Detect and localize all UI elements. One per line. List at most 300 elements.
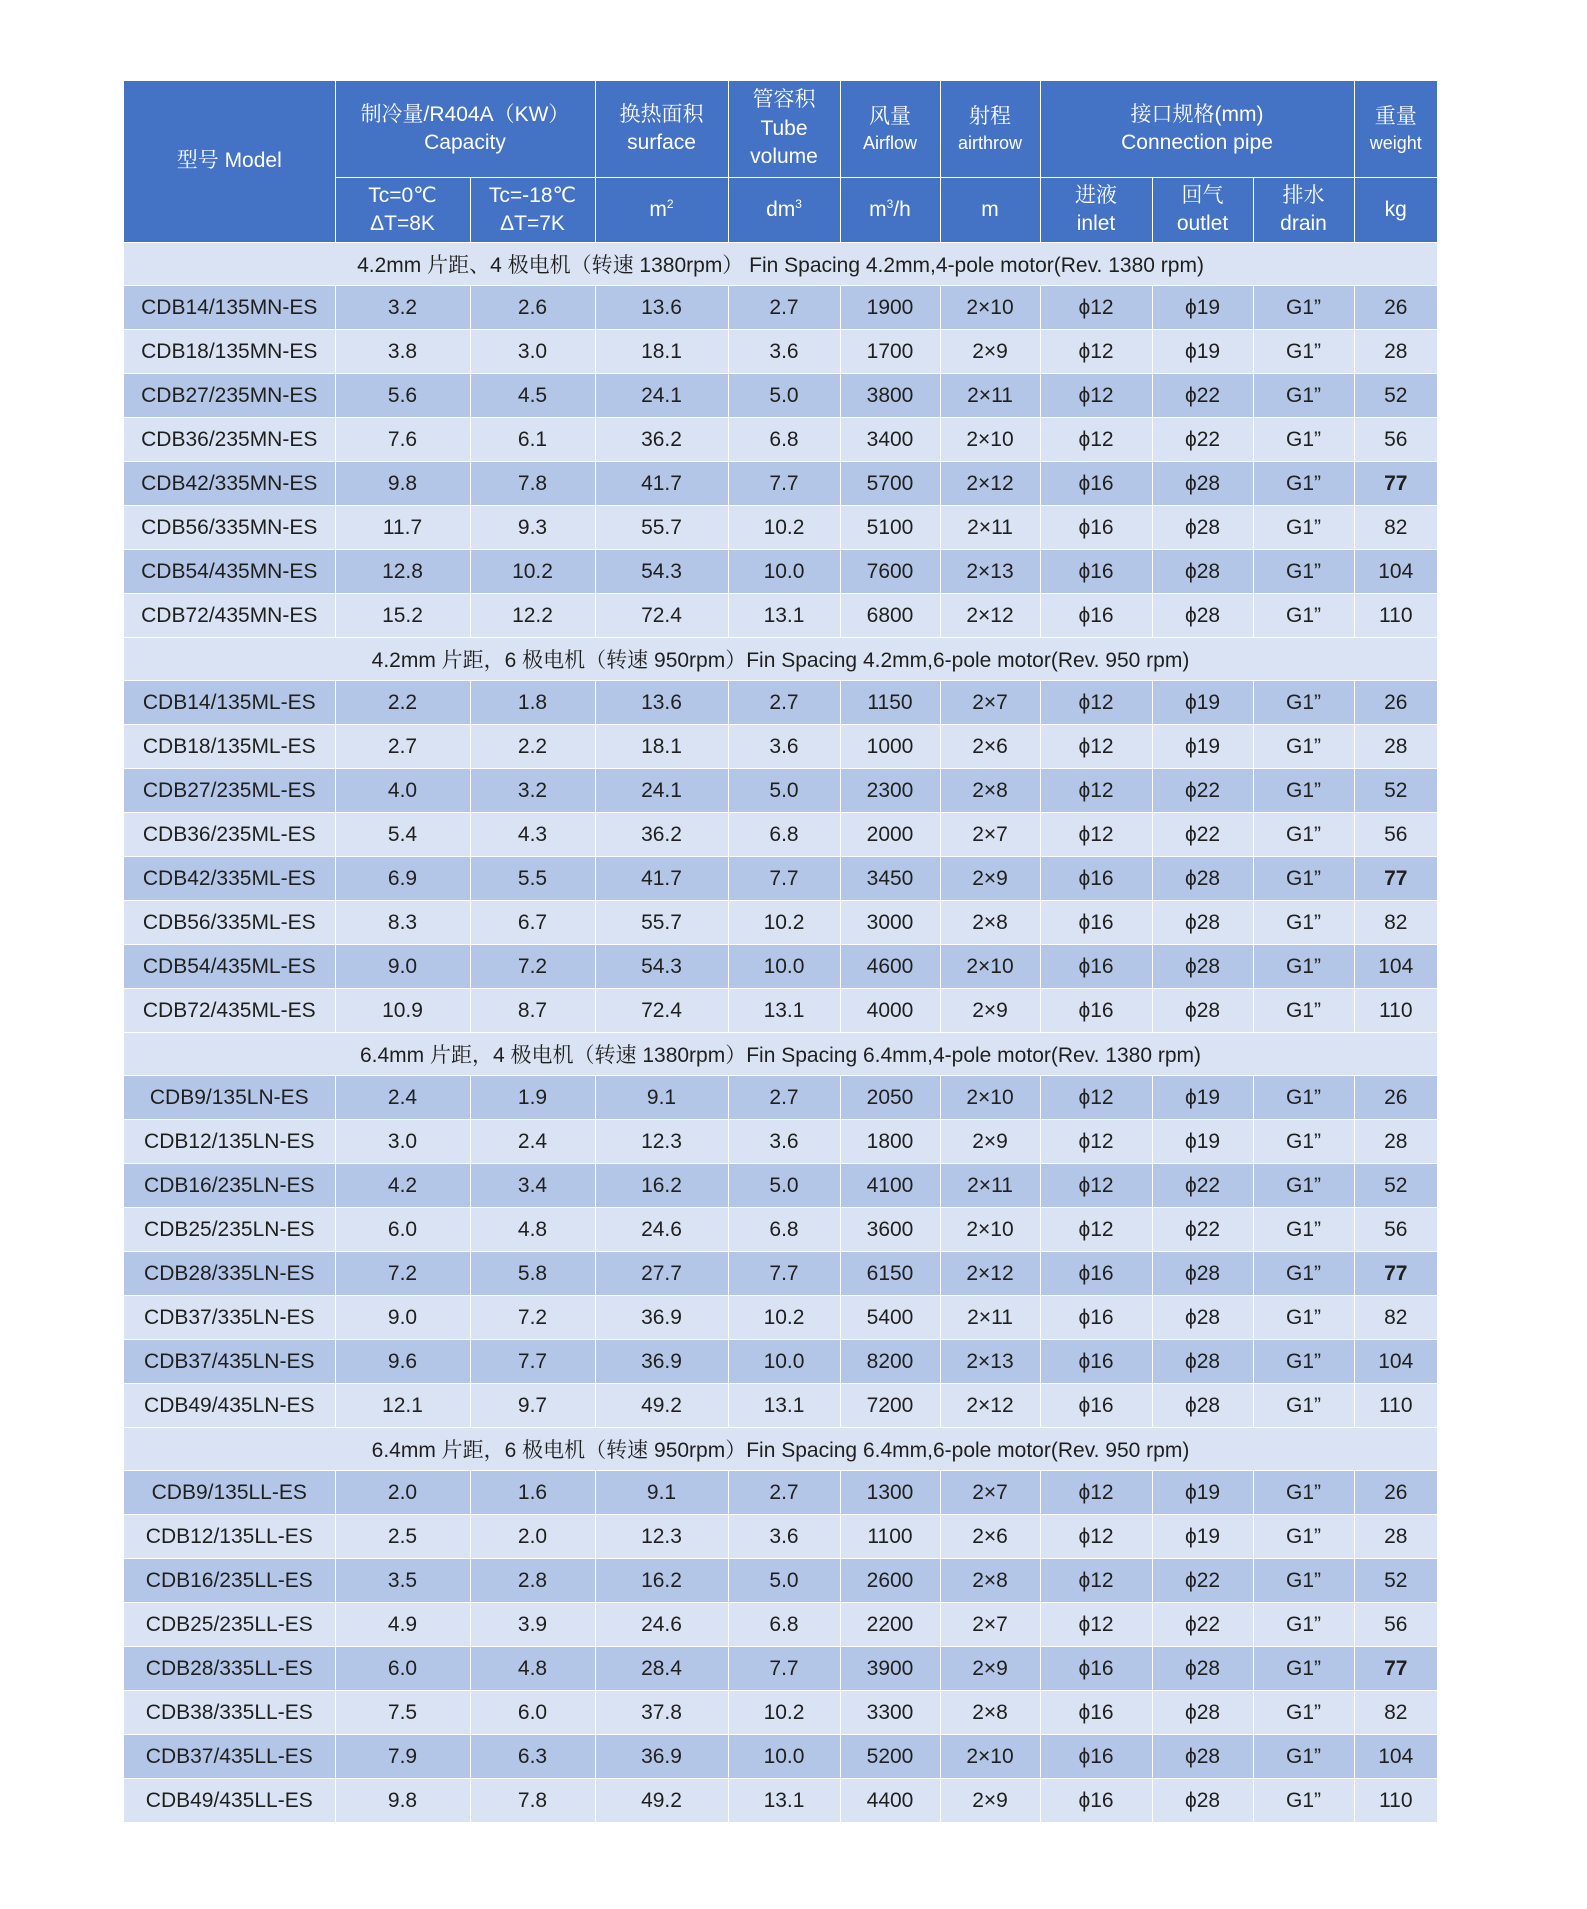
- cell-inlet: ϕ16: [1040, 594, 1152, 638]
- cell-capacity-tc18: 6.1: [470, 418, 595, 462]
- cell-model: CDB18/135MN-ES: [124, 330, 335, 374]
- cell-weight: 110: [1354, 594, 1437, 638]
- cell-outlet: ϕ28: [1152, 1779, 1253, 1823]
- cell-airflow: 2300: [840, 769, 940, 813]
- cell-capacity-tc0: 12.1: [335, 1384, 470, 1428]
- cell-outlet: ϕ28: [1152, 1384, 1253, 1428]
- cell-inlet: ϕ12: [1040, 330, 1152, 374]
- cell-tube-volume: 10.0: [728, 1340, 840, 1384]
- cell-capacity-tc0: 11.7: [335, 506, 470, 550]
- cell-model: CDB54/435MN-ES: [124, 550, 335, 594]
- cell-airflow: 1000: [840, 725, 940, 769]
- cell-inlet: ϕ12: [1040, 681, 1152, 725]
- table-row: [124, 462, 1437, 506]
- cell-capacity-tc0: 9.8: [335, 462, 470, 506]
- cell-drain: G1”: [1253, 594, 1354, 638]
- header-surface-en: surface: [627, 131, 696, 154]
- header-drain-cn: 排水: [1282, 183, 1325, 207]
- cell-tube-volume: 7.7: [728, 1252, 840, 1296]
- cell-capacity-tc0: 4.0: [335, 769, 470, 813]
- cell-capacity-tc18: 4.3: [470, 813, 595, 857]
- header-tc-0: [335, 178, 470, 243]
- cell-tube-volume: 6.8: [728, 1603, 840, 1647]
- header-weight-cn: 重量: [1374, 104, 1417, 128]
- cell-weight: 82: [1354, 506, 1437, 550]
- unit-surface-sup: 2: [666, 196, 674, 211]
- cell-capacity-tc18: 10.2: [470, 550, 595, 594]
- cell-inlet: ϕ12: [1040, 1515, 1152, 1559]
- cell-weight: 110: [1354, 989, 1437, 1033]
- cell-airflow: 3300: [840, 1691, 940, 1735]
- cell-capacity-tc0: 2.5: [335, 1515, 470, 1559]
- cell-weight: 82: [1354, 901, 1437, 945]
- cell-tube-volume: 2.7: [728, 286, 840, 330]
- cell-airthrow: 2×7: [940, 813, 1040, 857]
- cell-capacity-tc18: 9.3: [470, 506, 595, 550]
- cell-tube-volume: 13.1: [728, 1779, 840, 1823]
- header-weight-en: weight: [1369, 133, 1422, 154]
- header-outlet-en: outlet: [1176, 212, 1229, 235]
- cell-airflow: 5400: [840, 1296, 940, 1340]
- cell-inlet: ϕ12: [1040, 374, 1152, 418]
- header-inlet-en: inlet: [1076, 212, 1116, 235]
- cell-surface: 24.1: [595, 374, 728, 418]
- cell-tube-volume: 5.0: [728, 374, 840, 418]
- header-tc18-line2: ΔT=7K: [500, 212, 565, 235]
- header-unit-weight: kg: [1354, 178, 1437, 243]
- cell-drain: G1”: [1253, 1735, 1354, 1779]
- cell-inlet: ϕ12: [1040, 725, 1152, 769]
- cell-capacity-tc0: 7.2: [335, 1252, 470, 1296]
- cell-drain: G1”: [1253, 1691, 1354, 1735]
- cell-drain: G1”: [1253, 1340, 1354, 1384]
- cell-outlet: ϕ28: [1152, 1252, 1253, 1296]
- table-row: [124, 1252, 1437, 1296]
- cell-inlet: ϕ12: [1040, 1471, 1152, 1515]
- table-row: [124, 1647, 1437, 1691]
- cell-inlet: ϕ12: [1040, 1076, 1152, 1120]
- cell-weight: 77: [1354, 857, 1437, 901]
- cell-surface: 24.6: [595, 1208, 728, 1252]
- cell-surface: 49.2: [595, 1779, 728, 1823]
- cell-airflow: 8200: [840, 1340, 940, 1384]
- cell-drain: G1”: [1253, 1076, 1354, 1120]
- cell-surface: 55.7: [595, 506, 728, 550]
- cell-inlet: ϕ16: [1040, 1647, 1152, 1691]
- cell-weight: 52: [1354, 374, 1437, 418]
- cell-capacity-tc18: 12.2: [470, 594, 595, 638]
- section-header-row: [124, 638, 1437, 681]
- cell-airflow: 5700: [840, 462, 940, 506]
- unit-airflow-per-hour: /h: [893, 197, 911, 221]
- cell-model: CDB28/335LL-ES: [124, 1647, 335, 1691]
- cell-inlet: ϕ12: [1040, 769, 1152, 813]
- cell-airthrow: 2×12: [940, 594, 1040, 638]
- cell-surface: 36.2: [595, 813, 728, 857]
- header-unit-tube: [728, 178, 840, 243]
- cell-airthrow: 2×9: [940, 1120, 1040, 1164]
- cell-capacity-tc18: 7.2: [470, 945, 595, 989]
- cell-model: CDB36/235MN-ES: [124, 418, 335, 462]
- cell-airthrow: 2×10: [940, 1208, 1040, 1252]
- cell-tube-volume: 13.1: [728, 989, 840, 1033]
- header-capacity: [335, 81, 595, 178]
- cell-tube-volume: 5.0: [728, 1164, 840, 1208]
- cell-inlet: ϕ12: [1040, 418, 1152, 462]
- cell-inlet: ϕ16: [1040, 550, 1152, 594]
- cell-capacity-tc0: 15.2: [335, 594, 470, 638]
- cell-weight: 28: [1354, 725, 1437, 769]
- cell-surface: 72.4: [595, 989, 728, 1033]
- cell-airthrow: 2×10: [940, 1735, 1040, 1779]
- cell-airthrow: 2×11: [940, 1164, 1040, 1208]
- cell-outlet: ϕ28: [1152, 901, 1253, 945]
- cell-tube-volume: 3.6: [728, 1120, 840, 1164]
- cell-capacity-tc18: 2.8: [470, 1559, 595, 1603]
- cell-capacity-tc0: 7.5: [335, 1691, 470, 1735]
- cell-tube-volume: 7.7: [728, 857, 840, 901]
- cell-tube-volume: 3.6: [728, 1515, 840, 1559]
- cell-inlet: ϕ12: [1040, 1559, 1152, 1603]
- cell-surface: 12.3: [595, 1515, 728, 1559]
- cell-airflow: 1700: [840, 330, 940, 374]
- header-surface: [595, 81, 728, 178]
- cell-surface: 36.2: [595, 418, 728, 462]
- cell-outlet: ϕ22: [1152, 1208, 1253, 1252]
- cell-model: CDB56/335ML-ES: [124, 901, 335, 945]
- cell-outlet: ϕ28: [1152, 1647, 1253, 1691]
- cell-airthrow: 2×8: [940, 1559, 1040, 1603]
- cell-surface: 13.6: [595, 681, 728, 725]
- header-airflow-cn: 风量: [869, 104, 911, 128]
- cell-tube-volume: 6.8: [728, 418, 840, 462]
- cell-outlet: ϕ19: [1152, 1515, 1253, 1559]
- cell-weight: 77: [1354, 1647, 1437, 1691]
- cell-drain: G1”: [1253, 1164, 1354, 1208]
- header-tc0-line1: Tc=0℃: [368, 183, 437, 207]
- cell-airthrow: 2×7: [940, 1471, 1040, 1515]
- cell-surface: 13.6: [595, 286, 728, 330]
- cell-airthrow: 2×8: [940, 769, 1040, 813]
- cell-capacity-tc18: 7.2: [470, 1296, 595, 1340]
- header-tube-volume: [728, 81, 840, 178]
- cell-model: CDB9/135LN-ES: [124, 1076, 335, 1120]
- cell-drain: G1”: [1253, 1515, 1354, 1559]
- cell-airthrow: 2×9: [940, 989, 1040, 1033]
- header-tc-18: [470, 178, 595, 243]
- section-title: 6.4mm 片距，6 极电机（转速 950rpm）Fin Spacing 6.4mm,6-pole motor(Rev. 950 rpm): [124, 1428, 1437, 1471]
- cell-outlet: ϕ19: [1152, 681, 1253, 725]
- table-row: [124, 901, 1437, 945]
- table-row: [124, 945, 1437, 989]
- cell-capacity-tc0: 7.9: [335, 1735, 470, 1779]
- header-unit-airflow: [840, 178, 940, 243]
- cell-tube-volume: 7.7: [728, 1647, 840, 1691]
- cell-outlet: ϕ28: [1152, 506, 1253, 550]
- header-model: 型号 Model: [124, 81, 335, 243]
- cell-airthrow: 2×10: [940, 1076, 1040, 1120]
- cell-model: CDB56/335MN-ES: [124, 506, 335, 550]
- cell-weight: 28: [1354, 1120, 1437, 1164]
- table-row: [124, 681, 1437, 725]
- header-pipe-en: Connection pipe: [1121, 131, 1273, 154]
- cell-drain: G1”: [1253, 813, 1354, 857]
- cell-airflow: 4600: [840, 945, 940, 989]
- table-row: [124, 1208, 1437, 1252]
- cell-surface: 9.1: [595, 1076, 728, 1120]
- cell-capacity-tc18: 3.4: [470, 1164, 595, 1208]
- cell-model: CDB72/435MN-ES: [124, 594, 335, 638]
- cell-capacity-tc18: 7.8: [470, 1779, 595, 1823]
- cell-inlet: ϕ16: [1040, 1252, 1152, 1296]
- header-airflow: [840, 81, 940, 178]
- cell-surface: 54.3: [595, 550, 728, 594]
- cell-weight: 26: [1354, 681, 1437, 725]
- cell-outlet: ϕ19: [1152, 725, 1253, 769]
- table-row: [124, 989, 1437, 1033]
- cell-outlet: ϕ28: [1152, 1735, 1253, 1779]
- cell-model: CDB36/235ML-ES: [124, 813, 335, 857]
- header-drain: [1253, 178, 1354, 243]
- header-drain-en: drain: [1280, 212, 1327, 235]
- cell-capacity-tc18: 9.7: [470, 1384, 595, 1428]
- cell-tube-volume: 3.6: [728, 725, 840, 769]
- cell-inlet: ϕ16: [1040, 901, 1152, 945]
- table-row: [124, 1340, 1437, 1384]
- cell-capacity-tc0: 2.0: [335, 1471, 470, 1515]
- cell-capacity-tc0: 4.2: [335, 1164, 470, 1208]
- cell-surface: 28.4: [595, 1647, 728, 1691]
- unit-surface-base: m: [649, 197, 667, 221]
- cell-airflow: 1800: [840, 1120, 940, 1164]
- cell-capacity-tc18: 5.5: [470, 857, 595, 901]
- cell-inlet: ϕ12: [1040, 1164, 1152, 1208]
- cell-surface: 18.1: [595, 330, 728, 374]
- cell-drain: G1”: [1253, 725, 1354, 769]
- table-row: [124, 374, 1437, 418]
- cell-drain: G1”: [1253, 1647, 1354, 1691]
- cell-weight: 82: [1354, 1296, 1437, 1340]
- cell-tube-volume: 6.8: [728, 813, 840, 857]
- table-row: [124, 1164, 1437, 1208]
- cell-capacity-tc0: 4.9: [335, 1603, 470, 1647]
- cell-airflow: 6800: [840, 594, 940, 638]
- header-inlet: [1040, 178, 1152, 243]
- cell-weight: 26: [1354, 1076, 1437, 1120]
- cell-tube-volume: 2.7: [728, 1076, 840, 1120]
- header-pipe-cn: 接口规格(mm): [1130, 102, 1264, 126]
- cell-model: CDB14/135ML-ES: [124, 681, 335, 725]
- table-row: [124, 418, 1437, 462]
- section-title: 4.2mm 片距，6 极电机（转速 950rpm）Fin Spacing 4.2mm,6-pole motor(Rev. 950 rpm): [124, 638, 1437, 681]
- header-connection-pipe: [1040, 81, 1354, 178]
- cell-model: CDB25/235LN-ES: [124, 1208, 335, 1252]
- cell-drain: G1”: [1253, 901, 1354, 945]
- cell-drain: G1”: [1253, 462, 1354, 506]
- cell-model: CDB38/335LL-ES: [124, 1691, 335, 1735]
- cell-capacity-tc18: 4.8: [470, 1208, 595, 1252]
- cell-airflow: 7200: [840, 1384, 940, 1428]
- table-row: [124, 594, 1437, 638]
- cell-airthrow: 2×8: [940, 901, 1040, 945]
- cell-drain: G1”: [1253, 550, 1354, 594]
- cell-weight: 56: [1354, 1208, 1437, 1252]
- cell-airthrow: 2×8: [940, 1691, 1040, 1735]
- cell-capacity-tc0: 6.9: [335, 857, 470, 901]
- cell-capacity-tc18: 2.6: [470, 286, 595, 330]
- cell-outlet: ϕ19: [1152, 1076, 1253, 1120]
- cell-drain: G1”: [1253, 1252, 1354, 1296]
- cell-weight: 77: [1354, 462, 1437, 506]
- cell-capacity-tc18: 1.6: [470, 1471, 595, 1515]
- cell-airflow: 6150: [840, 1252, 940, 1296]
- cell-outlet: ϕ28: [1152, 1691, 1253, 1735]
- cell-airthrow: 2×12: [940, 1384, 1040, 1428]
- header-unit-surface: [595, 178, 728, 243]
- cell-airflow: 5200: [840, 1735, 940, 1779]
- cell-inlet: ϕ12: [1040, 813, 1152, 857]
- cell-surface: 49.2: [595, 1384, 728, 1428]
- cell-model: CDB37/435LL-ES: [124, 1735, 335, 1779]
- cell-airthrow: 2×11: [940, 374, 1040, 418]
- cell-model: CDB16/235LN-ES: [124, 1164, 335, 1208]
- cell-airthrow: 2×9: [940, 1647, 1040, 1691]
- cell-outlet: ϕ22: [1152, 1603, 1253, 1647]
- cell-weight: 52: [1354, 1559, 1437, 1603]
- cell-model: CDB37/435LN-ES: [124, 1340, 335, 1384]
- cell-surface: 18.1: [595, 725, 728, 769]
- cell-model: CDB49/435LL-ES: [124, 1779, 335, 1823]
- cell-capacity-tc18: 5.8: [470, 1252, 595, 1296]
- cell-inlet: ϕ16: [1040, 945, 1152, 989]
- cell-inlet: ϕ16: [1040, 1735, 1152, 1779]
- cell-surface: 16.2: [595, 1559, 728, 1603]
- section-header-row: [124, 1428, 1437, 1471]
- cell-drain: G1”: [1253, 1559, 1354, 1603]
- cell-outlet: ϕ22: [1152, 374, 1253, 418]
- cell-inlet: ϕ16: [1040, 1779, 1152, 1823]
- cell-drain: G1”: [1253, 1471, 1354, 1515]
- cell-airflow: 1300: [840, 1471, 940, 1515]
- table-row: [124, 330, 1437, 374]
- header-tube-en1: Tube: [760, 116, 808, 140]
- table-row: [124, 1120, 1437, 1164]
- cell-weight: 56: [1354, 813, 1437, 857]
- cell-airflow: 7600: [840, 550, 940, 594]
- cell-airflow: 3600: [840, 1208, 940, 1252]
- cell-surface: 16.2: [595, 1164, 728, 1208]
- cell-airthrow: 2×9: [940, 330, 1040, 374]
- cell-surface: 36.9: [595, 1735, 728, 1779]
- cell-capacity-tc0: 2.4: [335, 1076, 470, 1120]
- cell-airthrow: 2×10: [940, 418, 1040, 462]
- cell-tube-volume: 2.7: [728, 681, 840, 725]
- cell-capacity-tc0: 9.0: [335, 945, 470, 989]
- cell-model: CDB16/235LL-ES: [124, 1559, 335, 1603]
- cell-surface: 36.9: [595, 1296, 728, 1340]
- cell-drain: G1”: [1253, 1120, 1354, 1164]
- cell-capacity-tc18: 3.9: [470, 1603, 595, 1647]
- cell-capacity-tc18: 2.0: [470, 1515, 595, 1559]
- cell-weight: 104: [1354, 1735, 1437, 1779]
- cell-airflow: 3450: [840, 857, 940, 901]
- spec-table: [124, 81, 1437, 1823]
- cell-capacity-tc18: 2.4: [470, 1120, 595, 1164]
- section-header-row: [124, 1033, 1437, 1076]
- header-capacity-cn: 制冷量/R404A（KW）: [360, 102, 570, 126]
- table-row: [124, 1076, 1437, 1120]
- table-row: [124, 1471, 1437, 1515]
- table-row: [124, 286, 1437, 330]
- header-unit-throw: m: [940, 178, 1040, 243]
- section-title: 4.2mm 片距、4 极电机（转速 1380rpm） Fin Spacing 4.2mm,4-pole motor(Rev. 1380 rpm): [124, 243, 1437, 286]
- cell-airthrow: 2×13: [940, 550, 1040, 594]
- cell-airthrow: 2×11: [940, 506, 1040, 550]
- cell-airthrow: 2×10: [940, 286, 1040, 330]
- spec-table-body: [124, 243, 1437, 1823]
- cell-airthrow: 2×9: [940, 1779, 1040, 1823]
- cell-surface: 41.7: [595, 462, 728, 506]
- cell-drain: G1”: [1253, 857, 1354, 901]
- cell-capacity-tc18: 8.7: [470, 989, 595, 1033]
- cell-outlet: ϕ19: [1152, 1471, 1253, 1515]
- cell-capacity-tc0: 7.6: [335, 418, 470, 462]
- cell-surface: 24.6: [595, 1603, 728, 1647]
- cell-model: CDB12/135LL-ES: [124, 1515, 335, 1559]
- header-outlet: [1152, 178, 1253, 243]
- cell-capacity-tc0: 8.3: [335, 901, 470, 945]
- table-row: [124, 1559, 1437, 1603]
- cell-model: CDB42/335ML-ES: [124, 857, 335, 901]
- cell-weight: 104: [1354, 1340, 1437, 1384]
- cell-airflow: 4100: [840, 1164, 940, 1208]
- cell-weight: 28: [1354, 330, 1437, 374]
- cell-drain: G1”: [1253, 506, 1354, 550]
- cell-tube-volume: 6.8: [728, 1208, 840, 1252]
- header-weight: [1354, 81, 1437, 178]
- header-outlet-cn: 回气: [1181, 183, 1224, 207]
- cell-weight: 52: [1354, 1164, 1437, 1208]
- cell-model: CDB25/235LL-ES: [124, 1603, 335, 1647]
- cell-outlet: ϕ28: [1152, 1296, 1253, 1340]
- cell-outlet: ϕ22: [1152, 1164, 1253, 1208]
- cell-inlet: ϕ12: [1040, 1208, 1152, 1252]
- cell-surface: 24.1: [595, 769, 728, 813]
- cell-airthrow: 2×12: [940, 1252, 1040, 1296]
- header-throw-cn: 射程: [969, 104, 1011, 128]
- header-inlet-cn: 进液: [1075, 183, 1117, 207]
- table-row: [124, 1384, 1437, 1428]
- cell-surface: 12.3: [595, 1120, 728, 1164]
- cell-weight: 26: [1354, 286, 1437, 330]
- section-title: 6.4mm 片距，4 极电机（转速 1380rpm）Fin Spacing 6.4mm,4-pole motor(Rev. 1380 rpm): [124, 1033, 1437, 1076]
- cell-surface: 55.7: [595, 901, 728, 945]
- cell-tube-volume: 10.2: [728, 1296, 840, 1340]
- table-row: [124, 857, 1437, 901]
- table-row: [124, 1515, 1437, 1559]
- cell-airflow: 4000: [840, 989, 940, 1033]
- cell-tube-volume: 10.0: [728, 550, 840, 594]
- cell-inlet: ϕ16: [1040, 1691, 1152, 1735]
- cell-airflow: 3000: [840, 901, 940, 945]
- cell-tube-volume: 13.1: [728, 1384, 840, 1428]
- cell-tube-volume: 13.1: [728, 594, 840, 638]
- cell-airflow: 1900: [840, 286, 940, 330]
- cell-capacity-tc0: 3.2: [335, 286, 470, 330]
- header-airthrow: [940, 81, 1040, 178]
- header-row-1: [124, 81, 1437, 178]
- cell-outlet: ϕ19: [1152, 330, 1253, 374]
